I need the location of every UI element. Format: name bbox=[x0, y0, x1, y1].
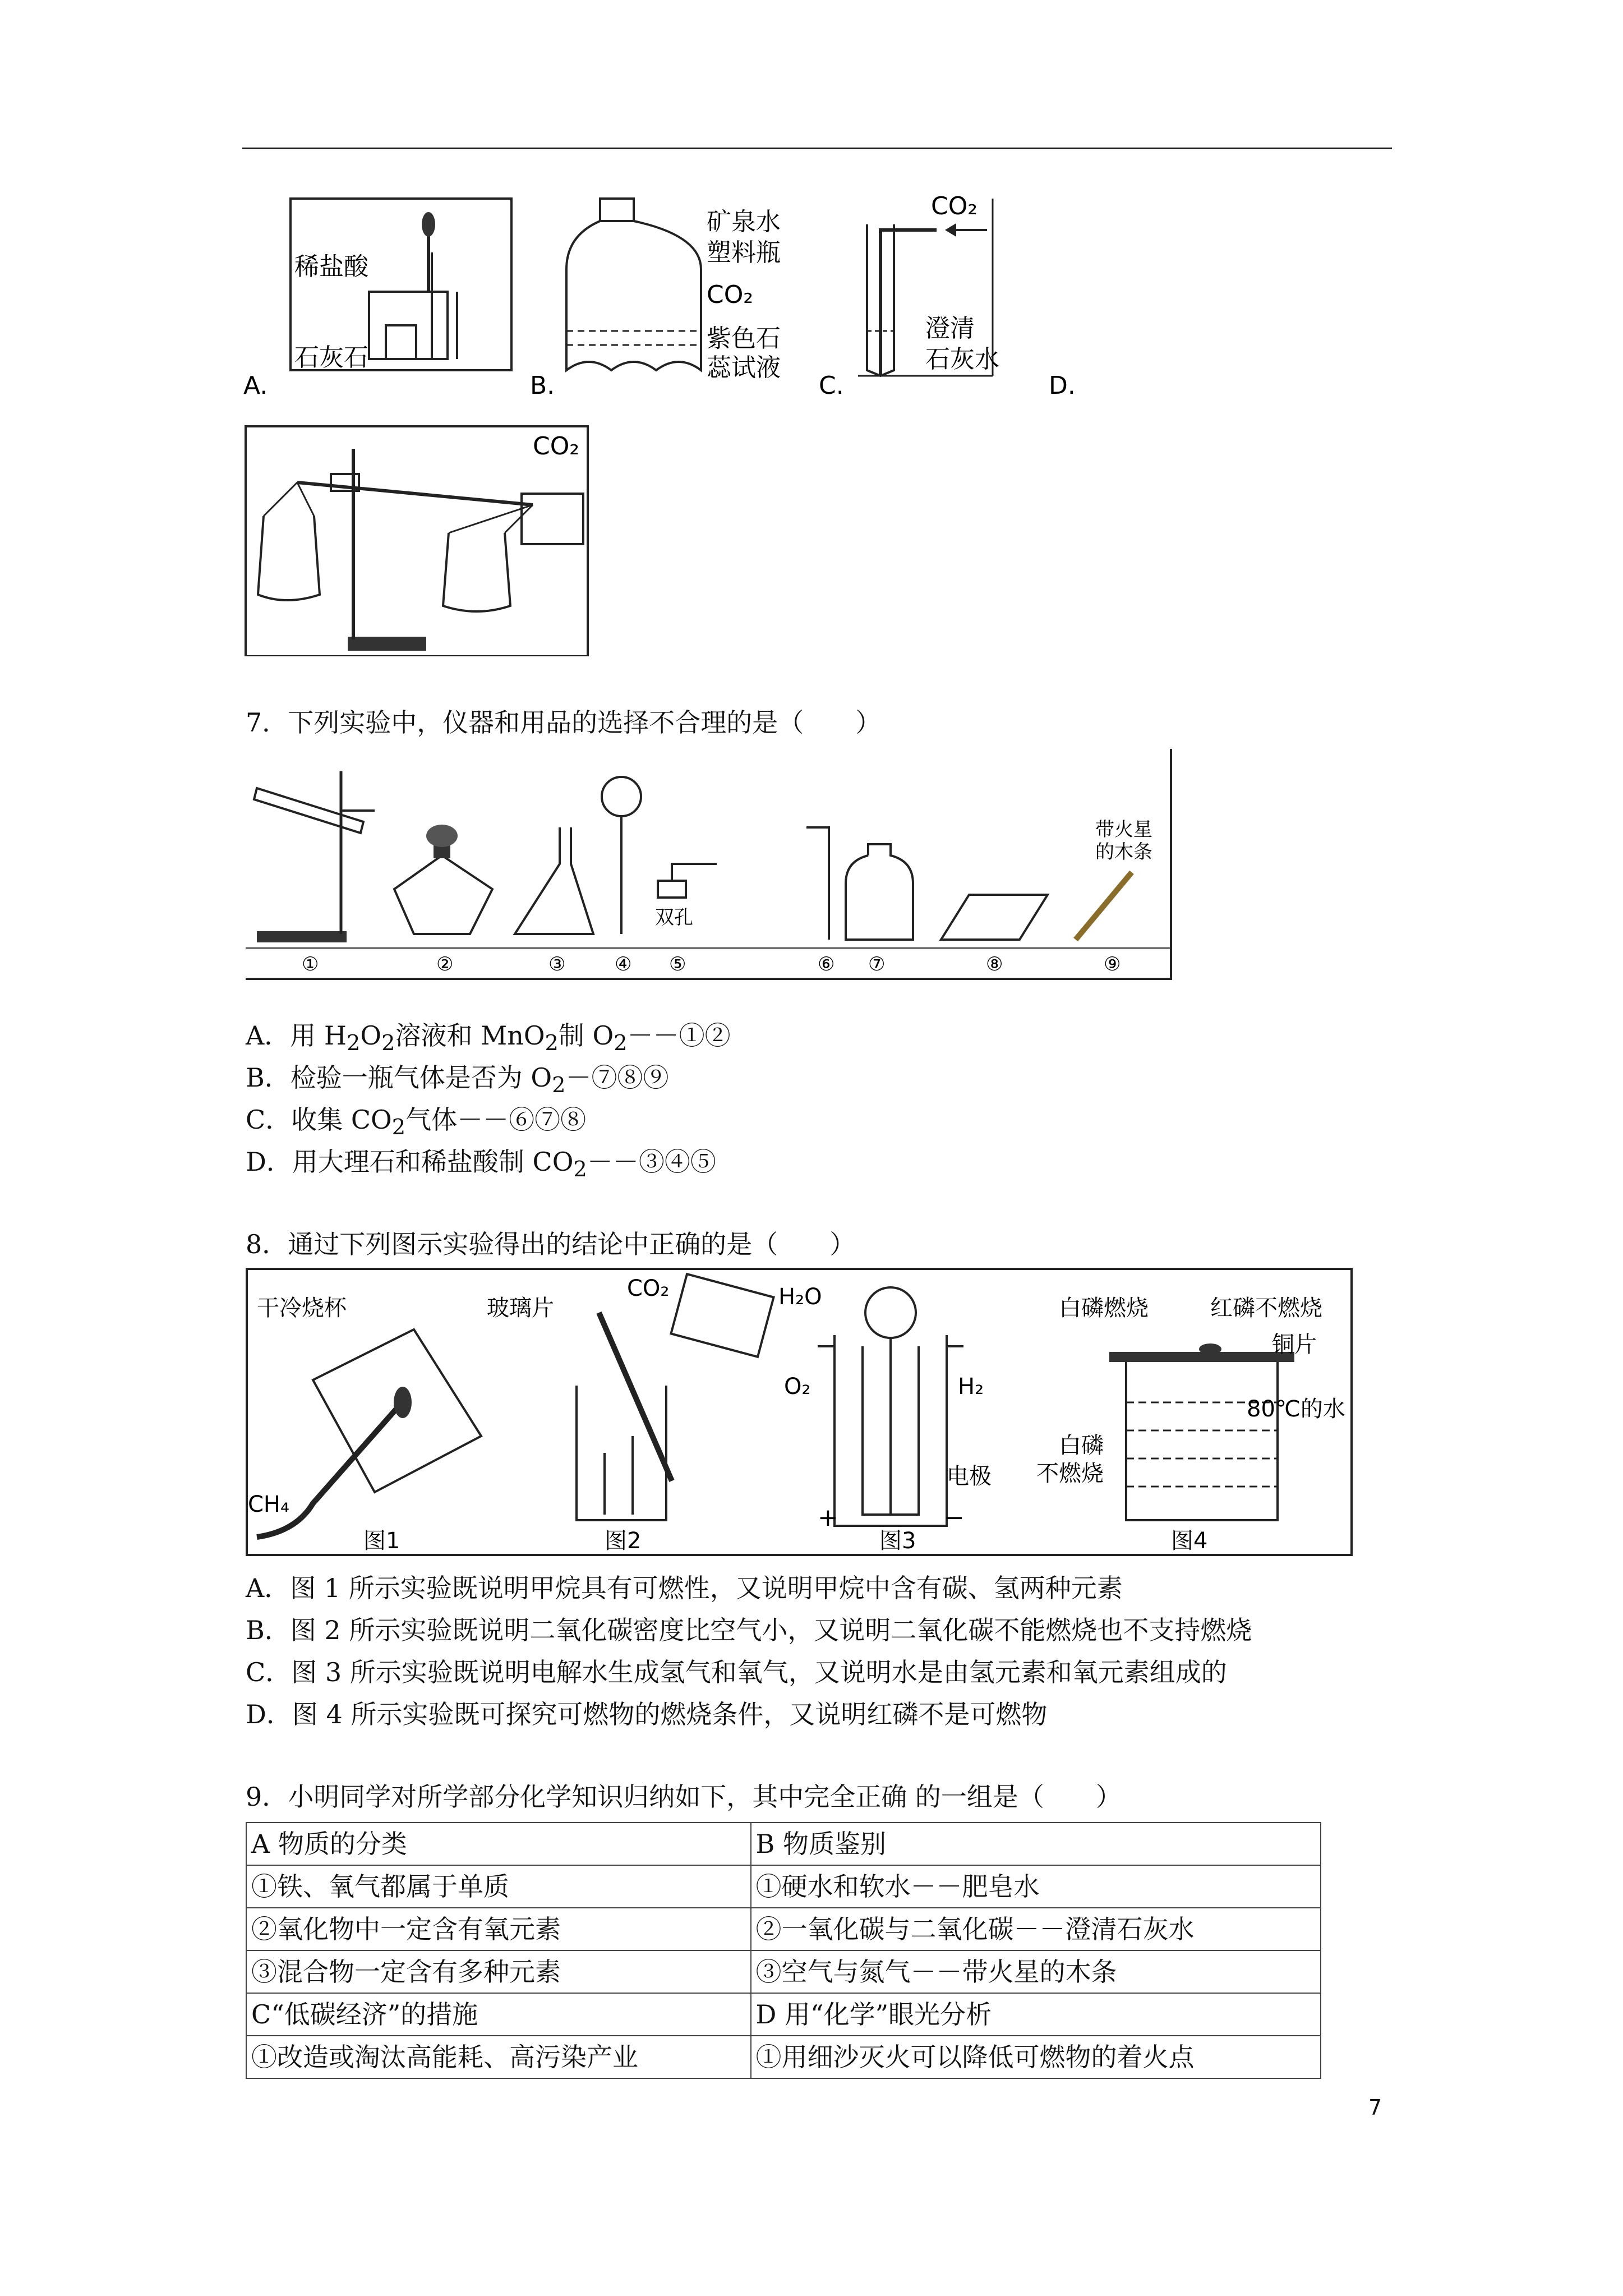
q6b-liquid-label-2: 蕊试液 bbox=[707, 353, 781, 382]
table-cell: A 物质的分类 bbox=[246, 1823, 751, 1865]
table-row bbox=[246, 1908, 1321, 1950]
q6a-reagent-label: 稀盐酸 bbox=[294, 252, 368, 281]
q7-label-5: ⑤ bbox=[669, 953, 686, 976]
table-row bbox=[246, 1823, 1321, 1865]
table-cell: ③空气与氮气－－带火星的木条 bbox=[751, 1950, 1321, 1993]
q7-label-4: ④ bbox=[615, 953, 632, 976]
q8-fig2-glass-label: 玻璃片 bbox=[487, 1295, 554, 1321]
q8-fig3-water-label: H₂O bbox=[778, 1284, 822, 1310]
q8-fig4-copper-label: 铜片 bbox=[1272, 1332, 1317, 1358]
q8-fig3-caption: 图3 bbox=[879, 1528, 916, 1554]
q6-option-d-letter: D. bbox=[1049, 371, 1076, 400]
q6b-bottle-label-1: 矿泉水 bbox=[707, 208, 781, 236]
q8-fig3-minus-label: − bbox=[944, 1503, 965, 1532]
q7-option-a: A．用 $H_2O_2$溶液和 MnO$_2$制 $O_2--①②$ bbox=[246, 1020, 731, 1056]
q7-label-3: ③ bbox=[548, 953, 566, 976]
q7-option-b: B．检验一瓶气体是否为 $O_2-⑦⑧⑨$ bbox=[246, 1062, 669, 1098]
q8-fig4-red-noburn-label: 红磷不燃烧 bbox=[1210, 1295, 1322, 1321]
q8-fig4-white-label-2: 不燃烧 bbox=[1036, 1461, 1104, 1487]
q6-option-a-letter: A. bbox=[243, 371, 268, 400]
table-cell: ③混合物一定含有多种元素 bbox=[246, 1950, 751, 1993]
q8-fig4-caption: 图4 bbox=[1171, 1528, 1208, 1554]
q6c-liquid-label-2: 石灰水 bbox=[925, 345, 999, 374]
q8-figure-3 bbox=[818, 1287, 963, 1526]
q7-label-6: ⑥ bbox=[818, 953, 835, 976]
table-cell: ②一氧化碳与二氧化碳－－澄清石灰水 bbox=[751, 1908, 1321, 1950]
q6c-gas-label: CO₂ bbox=[931, 192, 978, 220]
q7-label-1: ① bbox=[302, 953, 319, 976]
header-rule bbox=[242, 148, 1392, 149]
q6b-gas-label: CO₂ bbox=[707, 280, 753, 309]
page-number: 7 bbox=[1368, 2095, 1382, 2120]
q7-glass-tube bbox=[806, 827, 829, 940]
q7-option-c: C．收集 $CO_2$气体－－⑥⑦⑧ bbox=[246, 1105, 587, 1140]
q6d-gas-label: CO₂ bbox=[533, 432, 579, 461]
q7-alcohol-lamp bbox=[394, 825, 492, 934]
q6b-bottle-label-2: 塑料瓶 bbox=[707, 238, 781, 267]
q7-funnel bbox=[602, 777, 641, 934]
table-cell: ①改造或淘汰高能耗、高污染产业 bbox=[246, 2036, 751, 2078]
table-cell: D 用“化学”眼光分析 bbox=[751, 1993, 1321, 2036]
q6-figure-a bbox=[291, 199, 511, 372]
q7-label-7: ⑦ bbox=[868, 953, 886, 976]
q8-fig1-caption: 图1 bbox=[363, 1528, 400, 1554]
q6b-liquid-label-1: 紫色石 bbox=[707, 324, 781, 353]
q7-splint-label-2: 的木条 bbox=[1095, 841, 1152, 863]
q9-knowledge-table bbox=[246, 1822, 1321, 2079]
q8-option-c: C．图 3 所示实验既说明电解水生成氢气和氧气，又说明水是由氢元素和氧元素组成的 bbox=[246, 1657, 1227, 1687]
q8-stem: 8．通过下列图示实验得出的结论中正确的是（ ） bbox=[246, 1229, 856, 1259]
q8-figure-1 bbox=[257, 1329, 481, 1537]
q8-fig1-gas-label: CH₄ bbox=[248, 1492, 290, 1517]
q7-splint-label-1: 带火星 bbox=[1095, 818, 1152, 841]
q7-stopper-label: 双孔 bbox=[655, 907, 693, 929]
q7-stem: 7．下列实验中，仪器和用品的选择不合理的是（ ） bbox=[246, 707, 882, 738]
q7-wooden-splint bbox=[1076, 872, 1132, 940]
q6-option-c-letter: C. bbox=[819, 371, 844, 400]
q6-figure-b bbox=[566, 199, 781, 382]
q8-option-a: A．图 1 所示实验既说明甲烷具有可燃性，又说明甲烷中含有碳、氢两种元素 bbox=[246, 1573, 1123, 1603]
q6-figure-c bbox=[858, 192, 999, 376]
q7-option-d: D．用大理石和稀盐酸制 $CO_2--③④⑤$ bbox=[246, 1147, 716, 1182]
table-cell: ②氧化物中一定含有氧元素 bbox=[246, 1908, 751, 1950]
q8-fig2-gas-label: CO₂ bbox=[627, 1276, 670, 1301]
q7-apparatus-figure bbox=[246, 749, 1177, 984]
q6a-solid-label: 石灰石 bbox=[294, 343, 368, 372]
q7-iron-stand-with-tube bbox=[254, 771, 375, 942]
q7-glass-plate bbox=[941, 895, 1048, 940]
q9-stem: 9．小明同学对所学部分化学知识归纳如下，其中完全正确 的一组是（ ） bbox=[246, 1782, 1122, 1812]
q8-option-d: D．图 4 所示实验既可探究可燃物的燃烧条件，又说明红磷不是可燃物 bbox=[246, 1699, 1048, 1729]
table-row bbox=[246, 1865, 1321, 1908]
q8-experiment-figure bbox=[246, 1268, 1356, 1559]
q6c-liquid-label-1: 澄清 bbox=[925, 314, 975, 343]
q8-fig3-h2-label: H₂ bbox=[958, 1374, 984, 1400]
table-cell: ①铁、氧气都属于单质 bbox=[246, 1865, 751, 1908]
q7-label-8: ⑧ bbox=[986, 953, 1003, 976]
q7-stopper bbox=[658, 864, 717, 898]
q7-label-2: ② bbox=[436, 953, 454, 976]
q6-option-b-letter: B. bbox=[530, 371, 555, 400]
q8-option-b: B．图 2 所示实验既说明二氧化碳密度比空气小，又说明二氧化碳不能燃烧也不支持燃烧 bbox=[246, 1615, 1252, 1645]
table-row bbox=[246, 1950, 1321, 1993]
q8-fig4-water-label: 80℃的水 bbox=[1247, 1396, 1345, 1422]
q8-fig4-white-label-1: 白磷 bbox=[1059, 1433, 1104, 1458]
q8-fig3-plus-label: + bbox=[818, 1503, 838, 1532]
q7-label-9: ⑨ bbox=[1104, 953, 1121, 976]
q8-figure-2 bbox=[577, 1274, 774, 1520]
table-cell: B 物质鉴别 bbox=[751, 1823, 1321, 1865]
q7-conical-flask bbox=[515, 827, 593, 934]
q8-fig1-beaker-label: 干冷烧杯 bbox=[257, 1295, 347, 1321]
q7-gas-jar bbox=[846, 844, 913, 940]
table-cell: ①用细沙灭火可以降低可燃物的着火点 bbox=[751, 2036, 1321, 2078]
q8-fig3-electrode-label: 电极 bbox=[947, 1464, 992, 1489]
q6-figures bbox=[241, 191, 1363, 656]
q8-fig3-o2-label: O₂ bbox=[784, 1374, 811, 1400]
q8-figure-4 bbox=[1109, 1343, 1294, 1520]
table-row bbox=[246, 2036, 1321, 2078]
q8-fig4-white-burn-label: 白磷燃烧 bbox=[1059, 1295, 1149, 1321]
table-cell: ①硬水和软水－－肥皂水 bbox=[751, 1865, 1321, 1908]
table-cell: C“低碳经济”的措施 bbox=[246, 1993, 751, 2036]
table-row bbox=[246, 1993, 1321, 2036]
q6-figure-d bbox=[246, 426, 588, 656]
q8-fig2-caption: 图2 bbox=[605, 1528, 642, 1554]
